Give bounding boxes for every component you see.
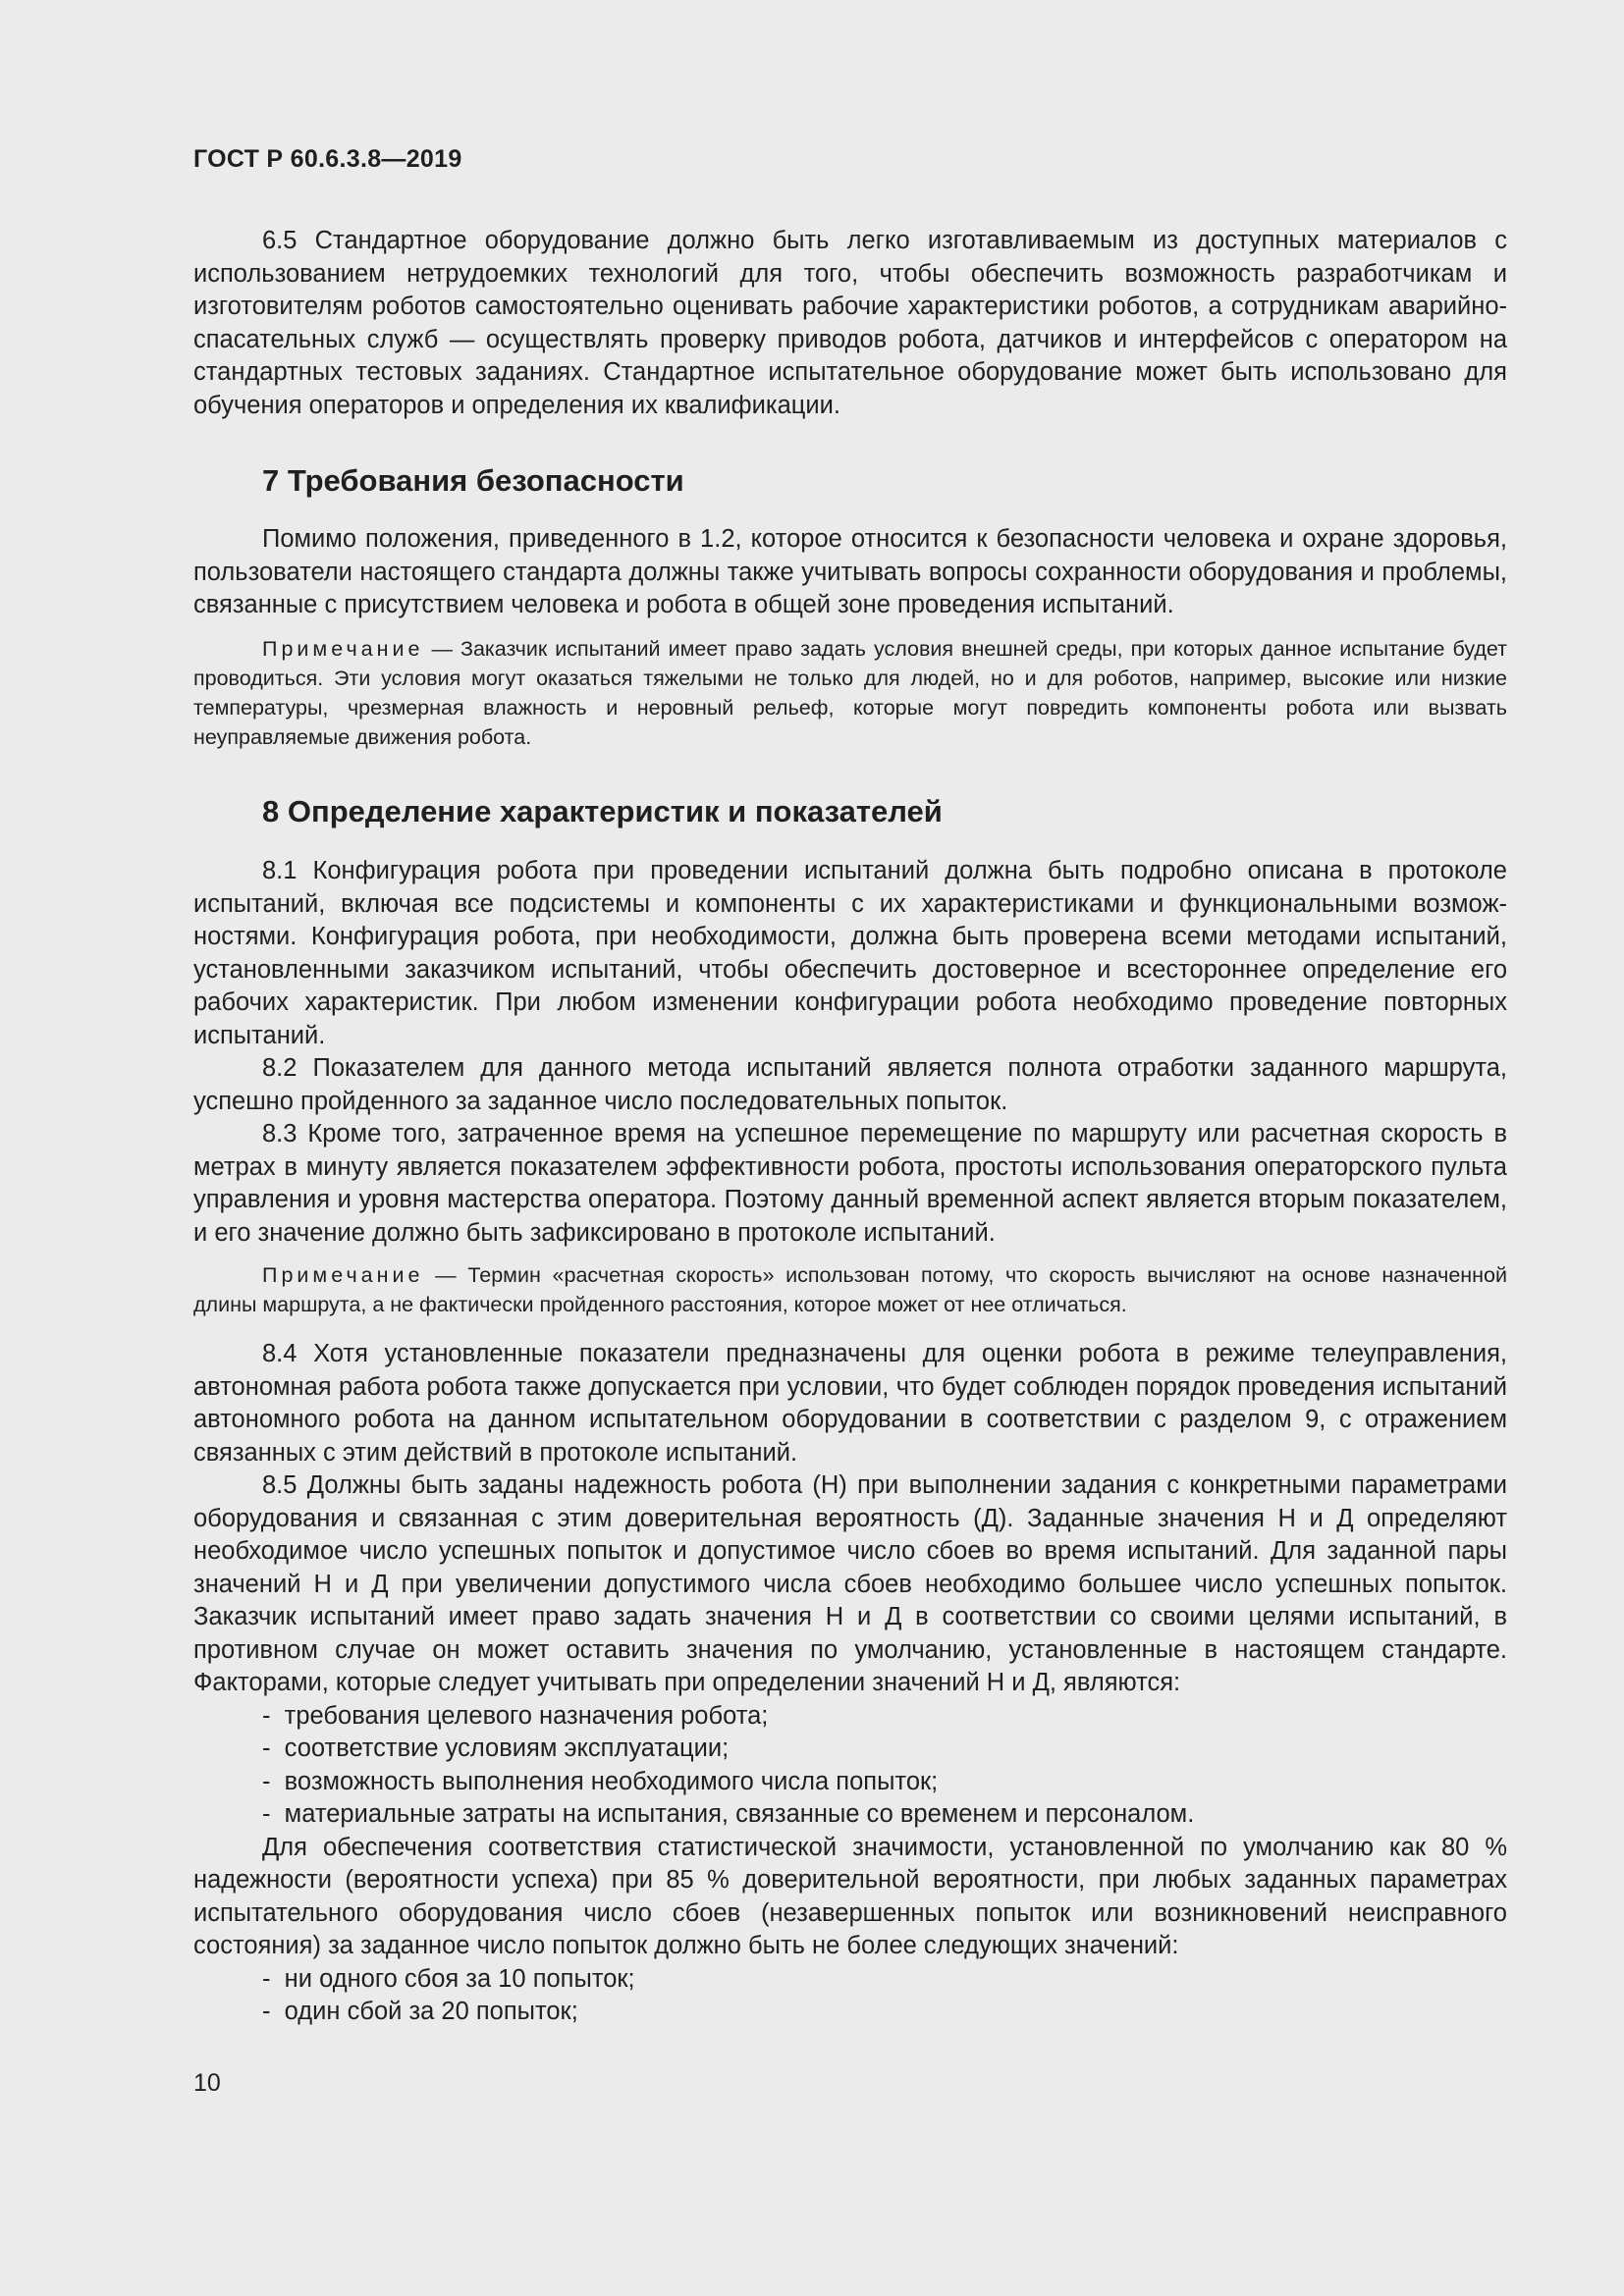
note-8 — [193, 1260, 1507, 1319]
note-7 — [193, 634, 1507, 752]
note-text: — Заказчик испытаний имеет право задать условия внешней среды, при которых данное испытание будет проводиться. Эти условия могут оказаться тяжелыми не только для людей, но и для роботов, например, высокие или низкие температуры, чрезмерная влажность и неровный рельеф, которые могут повредить компоненты робота или вызвать неуправляемые движения робота. — [193, 637, 1507, 749]
section-7-body — [193, 523, 1507, 622]
paragraph-8-5: 8.5 Должны быть заданы надежность робота (Н) при выполнении задания с конкретными параметрами оборудования и связанная с этим доверительная вероятность (Д). Заданные значения Н и Д определяют необходимое число успешных попыток и допустимое число сбоев во время испытаний. Для заданной пары значений Н и Д при увеличении допустимого числа сбоев необходимо большее число успешных попыток. Заказчик испытаний имеет право задать значения Н и Д в соответствии со своими целями испытаний, в противном случае он может оставить значения по умолчанию, установленные в настоящем стандарте. Факторами, которые следует учитывать при определении значений Н и Д, являются: — [193, 1471, 1507, 1696]
factors-list — [193, 1700, 1507, 1832]
paragraph-8-1: 8.1 Конфигурация робота при проведении испытаний должна быть подробно описана в протоколе испытаний, включая все подсистемы и компоненты с их характеристиками и функциональными возможностями. Конфигурация робота, при необходимости, должна быть проверена всеми методами испытаний, установленными заказчиком испытаний, чтобы обеспечить достоверное и всестороннее определение его рабочих характеристик. При любом изменении конфигурации робота необходимо проведение повторных испытаний. — [193, 857, 1507, 1049]
paragraph-8-3: 8.3 Кроме того, затраченное время на успешное перемещение по маршруту или расчетная скорость в метрах в минуту является показателем эффективности робота, простоты использования операторского пульта управления и уровня мастерства оператора. Поэтому данный временной аспект является вторым показателем, и его значение должно быть зафиксировано в протоколе испытаний. — [193, 1120, 1507, 1247]
document-header: ГОСТ Р 60.6.3.8—2019 — [193, 145, 462, 173]
paragraph-7: Помимо положения, приведенного в 1.2, которое относится к безопасности человека и охране здоровья, пользователи настоящего стандарта должны также учитывать вопросы сохранности оборудования и проблемы, связанные с присутствием человека и робота в общей зоне проведения испытаний. — [193, 525, 1507, 618]
paragraph-8-4: 8.4 Хотя установленные показатели предназначены для оценки робота в режиме телеуправления, автономная работа робота также допускается при условии, что будет соблюден порядок проведения испытаний автономного робота на данном испытательном оборудовании в соответствии с разделом 9, с отражением связанных с этим действий в протоколе испытаний. — [193, 1340, 1507, 1467]
section-7-title: 7 Требования безопасности — [262, 463, 684, 498]
list-item: - ни одного сбоя за 10 попыток; — [262, 1963, 1507, 1997]
note-label: Примечание — [262, 1263, 424, 1287]
section-8-title: 8 Определение характеристик и показателей — [262, 794, 943, 828]
paragraph-6-5: 6.5 Стандартное оборудование должно быть легко изготавливаемым из доступных материалов с использованием нетрудоемких технологий для того, чтобы обеспечить возможность разработчикам и изготовителям роботов самостоятельно оценивать рабочие характеристики роботов, а сотрудникам аварийно-спасательных служб — осуществлять проверку приводов робота, датчиков и интерфейсов с оператором на стандартных тестовых заданиях. Стандартное испытательное оборудование может быть использовано для обучения операторов и определения их квалификации. — [193, 227, 1507, 419]
list-item: - возможность выполнения необходимого числа попыток; — [262, 1766, 1507, 1799]
section-8 — [193, 794, 1507, 829]
list-item: - соответствие условиям эксплуатации; — [262, 1733, 1507, 1766]
list-item: - материальные затраты на испытания, связанные со временем и персоналом. — [262, 1798, 1507, 1832]
section-8-body-cont — [193, 1338, 1507, 2029]
page-number: 10 — [193, 2069, 221, 2097]
paragraph-8-2: 8.2 Показателем для данного метода испытаний является полнота отработки заданного маршрута, успешно пройденного за заданное число последовательных попыток. — [193, 1054, 1507, 1115]
section-7-note — [193, 634, 1507, 752]
section-7 — [193, 463, 1507, 499]
paragraph-statistics: Для обеспечения соответствия статистической значимости, установленной по умолчанию как 80 % надежности (вероятности успеха) при 85 % доверительной вероятности, при любых заданных параметрах испытательного оборудования число сбоев (незавершенных попыток или возникновений неисправного состояния) за заданное число попыток должно быть не более следующих значений: — [193, 1833, 1507, 1959]
note-label: Примечание — [262, 637, 424, 661]
list-item: - требования целевого назначения робота; — [262, 1700, 1507, 1734]
section-8-note — [193, 1260, 1507, 1319]
list-item: - один сбой за 20 попыток; — [262, 1996, 1507, 2029]
limits-list — [193, 1963, 1507, 2029]
note-text: — Термин «расчетная скорость» использован потому, что скорость вычисляют на основе назначенной длины маршрута, а не фактически пройденного расстояния, которое может от нее отличаться. — [193, 1263, 1507, 1316]
section-8-body — [193, 855, 1507, 1250]
section-6-5 — [193, 225, 1507, 422]
